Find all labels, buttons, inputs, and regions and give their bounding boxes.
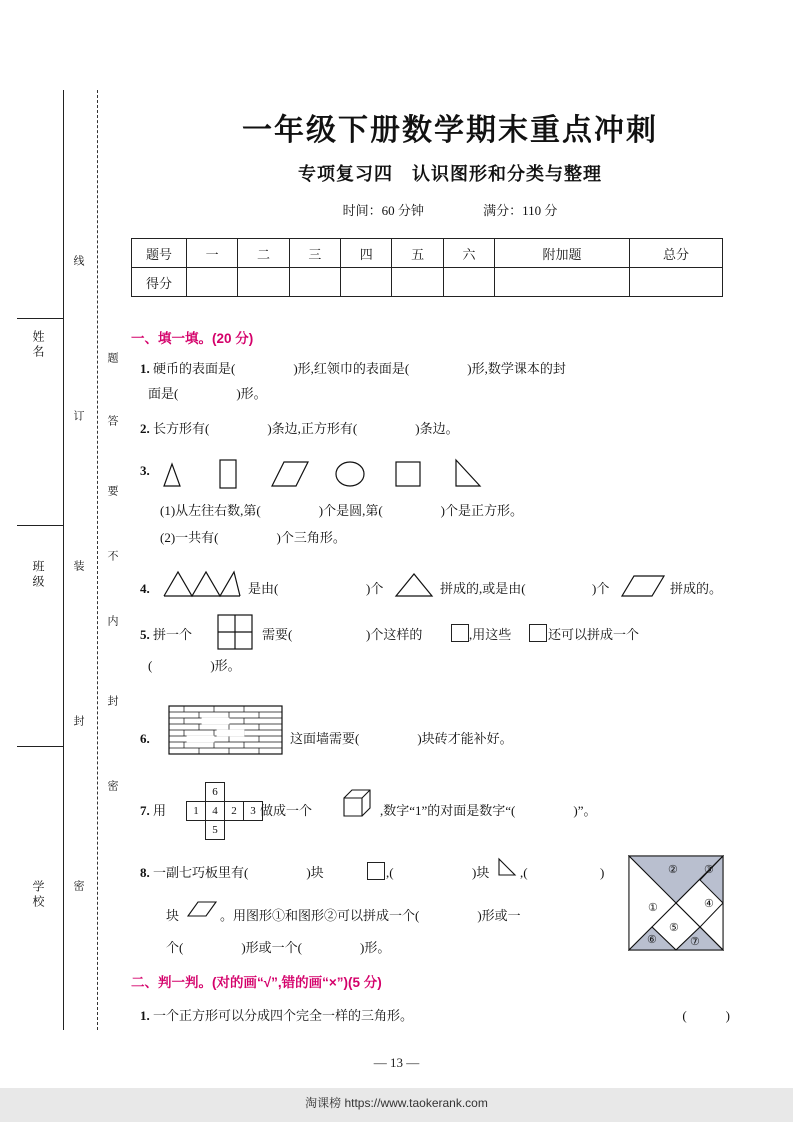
page-title: 一年级下册数学期末重点冲刺 <box>242 114 658 147</box>
question-3-text-e: )个三角形。 <box>276 530 346 545</box>
question-7-tail <box>380 800 720 822</box>
question-5-number-wrap <box>140 624 192 646</box>
exam-total: 满分：110 分 <box>483 203 558 218</box>
score-col-7: 附加题 <box>495 239 630 268</box>
question-4-number-wrap <box>140 578 150 600</box>
dice-empty <box>187 821 206 840</box>
svg-text:⑦: ⑦ <box>690 936 700 948</box>
question-6-text <box>290 728 710 750</box>
question-4-zigzag-shape <box>162 568 242 598</box>
answer-blank-wrap-5 <box>300 624 358 646</box>
question-4-number: 4. <box>140 581 150 596</box>
dice-cell-m3: 2 <box>225 802 244 821</box>
question-5-text-d: ,用这些 <box>469 627 512 642</box>
page-subtitle: 专项复习四 认识图形和分类与整理 <box>298 164 602 184</box>
question-8-triangle-icon <box>496 856 518 878</box>
question-3-number-wrap <box>140 460 150 482</box>
section2-q1-answer-mark[interactable]: ( ) <box>682 1008 730 1023</box>
table-row <box>187 783 263 802</box>
question-3-text-c: )个是正方形。 <box>440 503 524 518</box>
class-rule-top <box>17 525 63 526</box>
seal-char-ding: 订 <box>72 410 84 431</box>
question-4-parallelogram-shape <box>618 570 668 598</box>
seal2-char-da: 答 <box>106 415 118 436</box>
svg-text:②: ② <box>668 864 678 876</box>
score-col-8: 总分 <box>629 239 722 268</box>
answer-blank-wrap-4a <box>300 578 358 600</box>
question-2-number: 2. <box>140 421 150 436</box>
question-1 <box>140 358 740 380</box>
score-cell-8[interactable] <box>629 268 722 297</box>
question-2-text-c: )条边。 <box>415 421 459 436</box>
question-5-line2 <box>148 655 241 677</box>
question-3-line2 <box>160 527 760 549</box>
question-3-shape-row <box>160 452 580 492</box>
score-cell-4[interactable] <box>341 268 392 297</box>
seal2-char-bu: 不 <box>106 550 118 571</box>
question-5-text-f: ( <box>148 658 153 673</box>
exam-time: 时间：60 分钟 <box>342 203 424 218</box>
section-heading-one: 一、填一填。(20 分) <box>131 331 254 346</box>
square-icon <box>529 624 547 642</box>
section2-q1-text: 一个正方形可以分成四个完全一样的三角形。 <box>153 1008 414 1023</box>
svg-text:④: ④ <box>704 898 714 910</box>
dice-net-table <box>186 782 263 840</box>
score-col-5: 五 <box>392 239 443 268</box>
seal2-char-ti: 题 <box>106 352 118 373</box>
page-number: — 13 — <box>373 1055 420 1070</box>
square-icon <box>451 624 469 642</box>
score-col-4: 四 <box>341 239 392 268</box>
field-label-class: 班级 <box>31 560 45 590</box>
score-col-1: 一 <box>187 239 238 268</box>
dice-cell-m2: 4 <box>206 802 225 821</box>
question-4-text-c: 拼成的,或是由( <box>440 581 526 596</box>
seal-char-feng: 封 <box>72 715 84 736</box>
question-1-line2 <box>148 383 748 405</box>
field-label-name: 姓名 <box>31 330 45 360</box>
square-icon <box>367 862 385 880</box>
question-8-text-f: ) <box>600 865 605 880</box>
dice-cell-top: 6 <box>206 783 225 802</box>
dice-empty <box>225 783 244 802</box>
question-4-text-e: 拼成的。 <box>670 581 723 596</box>
question-8-text-g: 。用图形①和图形②可以拼成一个( <box>220 908 420 923</box>
table-row <box>187 821 263 840</box>
question-5-text-a: 拼一个 <box>153 627 193 642</box>
question-7-dice-net <box>186 782 263 840</box>
section2-q1-number: 1. <box>140 1008 150 1023</box>
dice-empty <box>244 821 263 840</box>
question-8-text-d: )块 <box>472 865 490 880</box>
dice-cell-bottom: 5 <box>206 821 225 840</box>
question-2 <box>140 418 740 440</box>
answer-blank-wrap-4b <box>527 578 585 600</box>
question-1-text-e: )形。 <box>236 386 267 401</box>
question-8-parallelogram-icon <box>186 899 218 919</box>
question-8-line3 <box>166 937 666 959</box>
question-8-text-a: 一副七巧板里有( <box>153 865 249 880</box>
field-label-school: 学校 <box>31 880 45 910</box>
question-5-square-icon-1 <box>449 624 471 646</box>
score-table-row-label-2: 得分 <box>132 268 187 297</box>
seal-char-zhuang: 装 <box>72 560 84 581</box>
score-cell-2[interactable] <box>238 268 289 297</box>
score-cell-5[interactable] <box>392 268 443 297</box>
dice-cell-m4: 3 <box>244 802 263 821</box>
table-row <box>187 802 263 821</box>
question-1-text-d: 面是( <box>148 386 179 401</box>
question-3-line1 <box>160 500 760 522</box>
question-8-text-h: )形或一 <box>477 908 521 923</box>
section-heading-two: 二、判一判。(对的画“√”,错的画“×”)(5 分) <box>131 975 382 990</box>
section2-question-1 <box>140 1005 730 1027</box>
footer-credit: 淘课榜 https://www.taokerank.com <box>305 1096 488 1110</box>
question-6-number: 6. <box>140 731 150 746</box>
exam-meta <box>170 200 730 219</box>
svg-text:①: ① <box>648 902 658 914</box>
question-1-text-b: )形,红领巾的表面是( <box>293 361 410 376</box>
question-8-line2-b <box>220 905 680 927</box>
question-5-text-c: )个这样的 <box>366 627 423 642</box>
question-5-text-b: 需要( <box>262 627 293 642</box>
question-7-text-b: 做成一个 <box>260 803 313 818</box>
dice-cell-m1: 1 <box>187 802 206 821</box>
question-3-number: 3. <box>140 463 150 478</box>
question-7-number-wrap <box>140 800 166 822</box>
question-1-text-a: 硬币的表面是( <box>153 361 236 376</box>
score-col-6: 六 <box>443 239 494 268</box>
score-cell-7[interactable] <box>495 268 630 297</box>
svg-text:③: ③ <box>704 864 714 876</box>
answer-blank-wrap-8b <box>408 862 466 884</box>
seal2-char-feng: 封 <box>106 695 118 716</box>
dice-empty <box>187 783 206 802</box>
score-table-row-label-1: 题号 <box>132 239 187 268</box>
question-6-brick-wall <box>168 705 283 755</box>
question-2-text-b: )条边,正方形有( <box>267 421 358 436</box>
question-8-line2-a: 块 <box>166 908 180 923</box>
question-8-text-c: ,( <box>386 865 394 880</box>
question-5-square-icon-2 <box>527 624 549 646</box>
dice-empty <box>225 821 244 840</box>
question-6-number-wrap <box>140 728 150 750</box>
question-8-number-wrap <box>140 862 324 884</box>
question-8-text-i: 个( <box>166 940 184 955</box>
question-8-text-j: )形或一个( <box>241 940 303 955</box>
seal2-char-yao: 要 <box>106 485 118 506</box>
question-7-cube-icon <box>340 786 380 822</box>
question-5-grid-square <box>215 612 255 652</box>
question-5-number: 5. <box>140 627 150 642</box>
question-8-square-icon <box>365 862 387 884</box>
question-7-text-c: ,数字“1”的对面是数字“( <box>380 803 516 818</box>
question-3-text-a: (1)从左往右数,第( <box>160 503 261 518</box>
score-cell-1[interactable] <box>187 268 238 297</box>
question-4-triangle-shape <box>392 570 436 598</box>
school-rule-top <box>17 746 63 747</box>
margin-rule-dashed <box>97 90 98 1030</box>
question-6-text-a: 这面墙需要( <box>290 731 360 746</box>
question-8-text-b: )块 <box>306 865 324 880</box>
table-row-headers <box>132 239 723 268</box>
question-3-text-b: )个是圆,第( <box>318 503 383 518</box>
question-8-text-k: )形。 <box>360 940 391 955</box>
question-8-text-e: ,( <box>520 865 528 880</box>
name-rule-top <box>17 318 63 319</box>
seal2-char-nei: 内 <box>106 615 118 636</box>
question-5-text-e: 还可以拼成一个 <box>548 627 640 642</box>
seal-char-mi: 密 <box>72 880 84 901</box>
question-4-text-a: 是由( <box>248 581 279 596</box>
margin-rule-left <box>63 90 64 1030</box>
question-4-text-d: )个 <box>592 581 610 596</box>
seal-char-line: 线 <box>72 255 84 276</box>
question-7-text-a: 用 <box>153 803 167 818</box>
question-3-text-d: (2)一共有( <box>160 530 219 545</box>
question-8-number: 8. <box>140 865 150 880</box>
score-cell-3[interactable] <box>289 268 340 297</box>
score-table <box>131 238 723 297</box>
question-4-text-b: )个 <box>366 581 384 596</box>
dice-empty <box>244 783 263 802</box>
question-6-text-b: )块砖才能补好。 <box>417 731 513 746</box>
svg-text:⑤: ⑤ <box>669 922 679 934</box>
seal2-char-mi: 密 <box>106 780 118 801</box>
score-cell-6[interactable] <box>443 268 494 297</box>
score-col-2: 二 <box>238 239 289 268</box>
question-7-number: 7. <box>140 803 150 818</box>
answer-blank-wrap-8c <box>540 862 598 884</box>
question-7-text-d: )”。 <box>573 803 597 818</box>
question-1-number: 1. <box>140 361 150 376</box>
question-5-text-g: )形。 <box>210 658 241 673</box>
score-col-3: 三 <box>289 239 340 268</box>
svg-text:⑥: ⑥ <box>647 934 657 946</box>
table-row-scores <box>132 268 723 297</box>
question-2-text-a: 长方形有( <box>153 421 210 436</box>
question-1-text-c: )形,数学课本的封 <box>467 361 566 376</box>
